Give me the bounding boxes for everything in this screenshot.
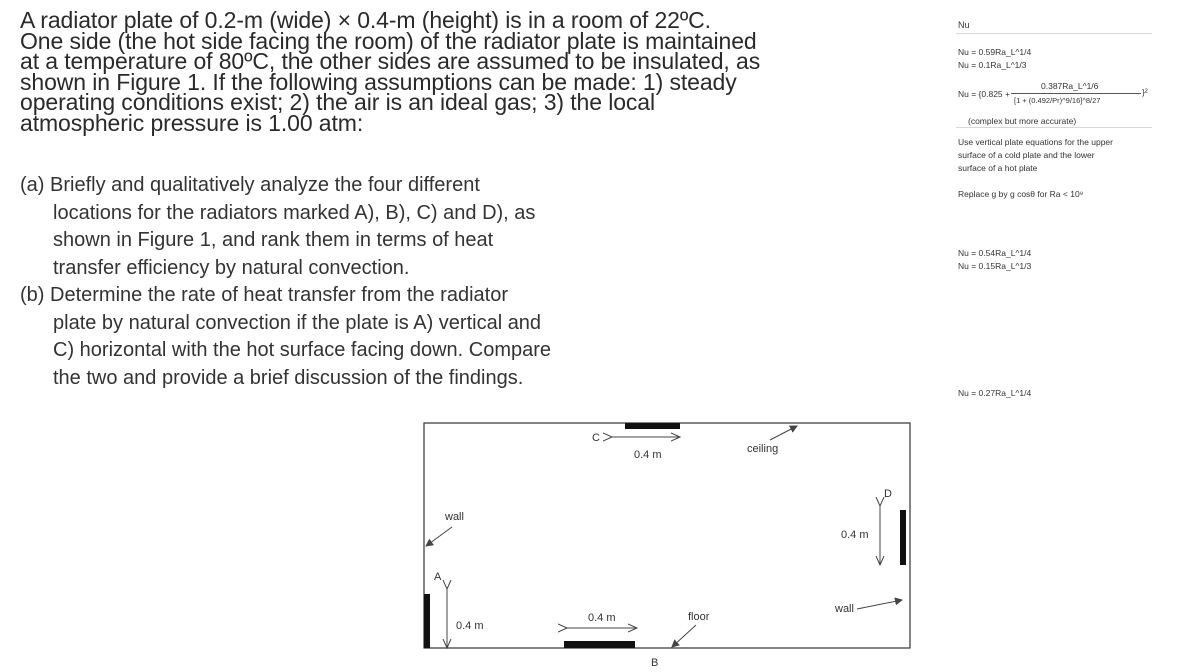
- problem-line: One side (the hot side facing the room) of the radiator plate is maintained: [20, 27, 757, 54]
- radiator-c: [625, 423, 680, 429]
- leader-ceiling: [770, 426, 797, 440]
- dim-a: 0.4 m: [456, 620, 484, 632]
- leader-wall-left: [426, 527, 452, 546]
- problem-line: atmospheric pressure is 1.00 atm:: [20, 109, 364, 136]
- radiator-d: [900, 510, 906, 565]
- formula-vertical-turbulent: Nu = 0.1Ra_L^1/3: [958, 60, 1027, 70]
- formula-churchill-denominator: [1 + (0.492/Pr)^9/16]^8/27: [1014, 96, 1101, 105]
- note-accurate: (complex but more accurate): [968, 116, 1077, 126]
- label-wall-right: wall: [835, 603, 854, 615]
- dim-c: 0.4 m: [634, 449, 662, 461]
- leader-wall-right: [857, 600, 902, 609]
- question-line: locations for the radiators marked A), B), C) and D), as: [53, 201, 536, 224]
- radiator-a: [424, 594, 430, 648]
- label-floor: floor: [688, 611, 710, 623]
- question-line: the two and provide a brief discussion of the findings.: [53, 366, 524, 389]
- dim-b: 0.4 m: [588, 612, 616, 624]
- question-line: (a) Briefly and qualitatively analyze the four different: [20, 174, 480, 196]
- formula-horizontal-down: Nu = 0.27Ra_L^1/4: [958, 388, 1032, 398]
- formula-churchill-numerator: 0.387Ra_L^1/6: [1041, 81, 1099, 91]
- question-line: transfer efficiency by natural convection.: [53, 256, 410, 279]
- label-b: B: [651, 657, 659, 669]
- label-c: C: [592, 432, 600, 444]
- problem-line: shown in Figure 1. If the following assumptions can be made: 1) steady: [20, 68, 737, 95]
- question-line: shown in Figure 1, and rank them in terms of heat: [53, 229, 494, 251]
- note-vertical-line: surface of a hot plate: [958, 163, 1038, 173]
- reference-header: Nu: [958, 20, 970, 30]
- radiator-b: [564, 641, 635, 648]
- formula-horizontal-turbulent: Nu = 0.15Ra_L^1/3: [958, 261, 1032, 271]
- label-ceiling: ceiling: [747, 443, 779, 455]
- question-line: plate by natural convection if the plate is A) vertical and: [53, 311, 542, 334]
- note-vertical-line: surface of a cold plate and the lower: [958, 150, 1095, 160]
- question-line: (b) Determine the rate of heat transfer from the radiator: [20, 284, 508, 306]
- question-line: C) horizontal with the hot surface facing down. Compare: [53, 339, 552, 361]
- formula-churchill-suffix: }²: [1142, 87, 1148, 97]
- formula-horizontal-laminar: Nu = 0.54Ra_L^1/4: [958, 248, 1032, 258]
- label-d: D: [884, 488, 892, 500]
- problem-line: A radiator plate of 0.2-m (wide) × 0.4-m (height) is in a room of 22ºC.: [20, 7, 711, 33]
- note-replace-g: Replace g by g cosθ for Ra < 10⁹: [958, 189, 1084, 199]
- label-wall-left: wall: [445, 511, 464, 523]
- formula-churchill-prefix: Nu = {0.825 +: [958, 89, 1010, 99]
- note-vertical-line: Use vertical plate equations for the upper: [958, 137, 1113, 147]
- dim-d: 0.4 m: [841, 529, 869, 541]
- leader-floor: [672, 625, 696, 647]
- label-a: A: [434, 571, 442, 583]
- problem-line: at a temperature of 80ºC, the other sides are assumed to be insulated, as: [20, 48, 761, 74]
- formula-vertical-laminar: Nu = 0.59Ra_L^1/4: [958, 47, 1032, 57]
- problem-line: operating conditions exist; 2) the air is an ideal gas; 3) the local: [20, 89, 656, 115]
